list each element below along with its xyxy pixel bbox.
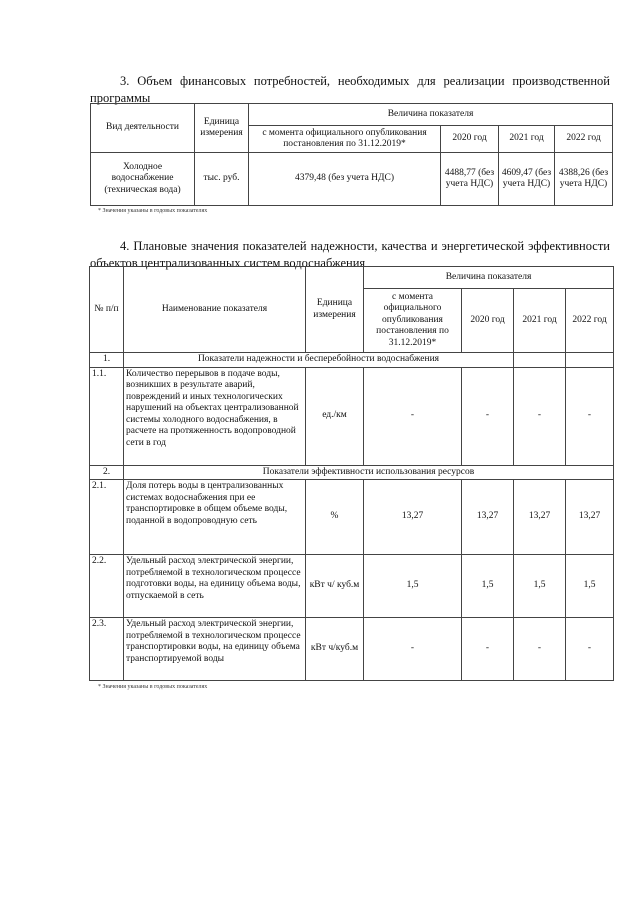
cell-2020: 4488,77 (без учета НДС) — [441, 153, 499, 206]
cell-unit: тыс. руб. — [195, 153, 249, 206]
row-name: Количество перерывов в подаче воды, возникших в результате аварий, повреждений и иных технологических нарушений на объектах централизованной системы холодного водоснабжения, в расчете на протяженность водопроводной сети в год — [124, 367, 306, 465]
table-row — [90, 480, 614, 555]
row-num: 1.1. — [90, 367, 124, 465]
section-title: Показатели надежности и бесперебойности водоснабжения — [124, 353, 514, 368]
section-row — [90, 465, 614, 480]
row-since: 13,27 — [364, 480, 462, 555]
header-unit: Единица измерения — [195, 104, 249, 153]
section-title: Показатели эффективности использования ресурсов — [124, 465, 614, 480]
row-unit: кВт ч/ куб.м — [306, 555, 364, 618]
cell-since: 4379,48 (без учета НДС) — [249, 153, 441, 206]
row-num: 2.1. — [90, 480, 124, 555]
section-3-heading: 3. Объем финансовых потребностей, необходимых для реализации производственной программы — [90, 73, 610, 105]
table-row — [90, 367, 614, 465]
header-since: с момента официального опубликования постановления по 31.12.2019* — [364, 289, 462, 353]
section-row — [90, 353, 614, 368]
row-since: - — [364, 618, 462, 681]
table2-footnote: * Значения указаны в годовых показателях — [98, 684, 208, 690]
row-2021: 1,5 — [514, 555, 566, 618]
row-2022: - — [566, 367, 614, 465]
cell-activity: Холодное водоснабжение (техническая вода) — [91, 153, 195, 206]
header-num: № п/п — [90, 267, 124, 353]
row-2021: - — [514, 618, 566, 681]
table1-footnote: * Значения указаны в годовых показателях — [98, 208, 208, 214]
row-num: 2.3. — [90, 618, 124, 681]
row-2022: - — [566, 618, 614, 681]
row-unit: ед./км — [306, 367, 364, 465]
header-2022: 2022 год — [566, 289, 614, 353]
header-2021: 2021 год — [499, 126, 555, 153]
header-since: с момента официального опубликования постановления по 31.12.2019* — [249, 126, 441, 153]
row-num: 2.2. — [90, 555, 124, 618]
row-name: Удельный расход электрической энергии, потребляемой в технологическом процессе транспортировки воды, на единицу объема транспортируемой воды — [124, 618, 306, 681]
row-unit: % — [306, 480, 364, 555]
header-2021: 2021 год — [514, 289, 566, 353]
row-2021: 13,27 — [514, 480, 566, 555]
header-activity: Вид деятельности — [91, 104, 195, 153]
section-num: 1. — [90, 353, 124, 368]
row-2020: - — [462, 618, 514, 681]
row-name: Удельный расход электрической энергии, потребляемой в технологическом процессе подготовки воды, на единицу объема воды, отпускаемой в сеть — [124, 555, 306, 618]
header-2020: 2020 год — [441, 126, 499, 153]
header-value: Величина показателя — [249, 104, 613, 126]
section-num: 2. — [90, 465, 124, 480]
table-row — [91, 153, 613, 206]
header-value: Величина показателя — [364, 267, 614, 289]
row-2020: 1,5 — [462, 555, 514, 618]
cell-2021: 4609,47 (без учета НДС) — [499, 153, 555, 206]
row-since: - — [364, 367, 462, 465]
row-2021: - — [514, 367, 566, 465]
row-2022: 13,27 — [566, 480, 614, 555]
header-unit: Единица измерения — [306, 267, 364, 353]
header-2022: 2022 год — [555, 126, 613, 153]
financial-needs-table — [90, 103, 613, 206]
section-4-heading: 4. Плановые значения показателей надежности, качества и энергетической эффективности объектов централизованных систем водоснабжения — [90, 238, 610, 270]
row-2020: - — [462, 367, 514, 465]
row-2022: 1,5 — [566, 555, 614, 618]
table-row — [90, 618, 614, 681]
table-row — [90, 555, 614, 618]
header-name: Наименование показателя — [124, 267, 306, 353]
row-since: 1,5 — [364, 555, 462, 618]
header-2020: 2020 год — [462, 289, 514, 353]
row-name: Доля потерь воды в централизованных системах водоснабжения при ее транспортировке в общем объеме воды, поданной в водопроводную сеть — [124, 480, 306, 555]
row-2020: 13,27 — [462, 480, 514, 555]
indicators-table — [89, 266, 614, 681]
row-unit: кВт ч/куб.м — [306, 618, 364, 681]
cell-2022: 4388,26 (без учета НДС) — [555, 153, 613, 206]
